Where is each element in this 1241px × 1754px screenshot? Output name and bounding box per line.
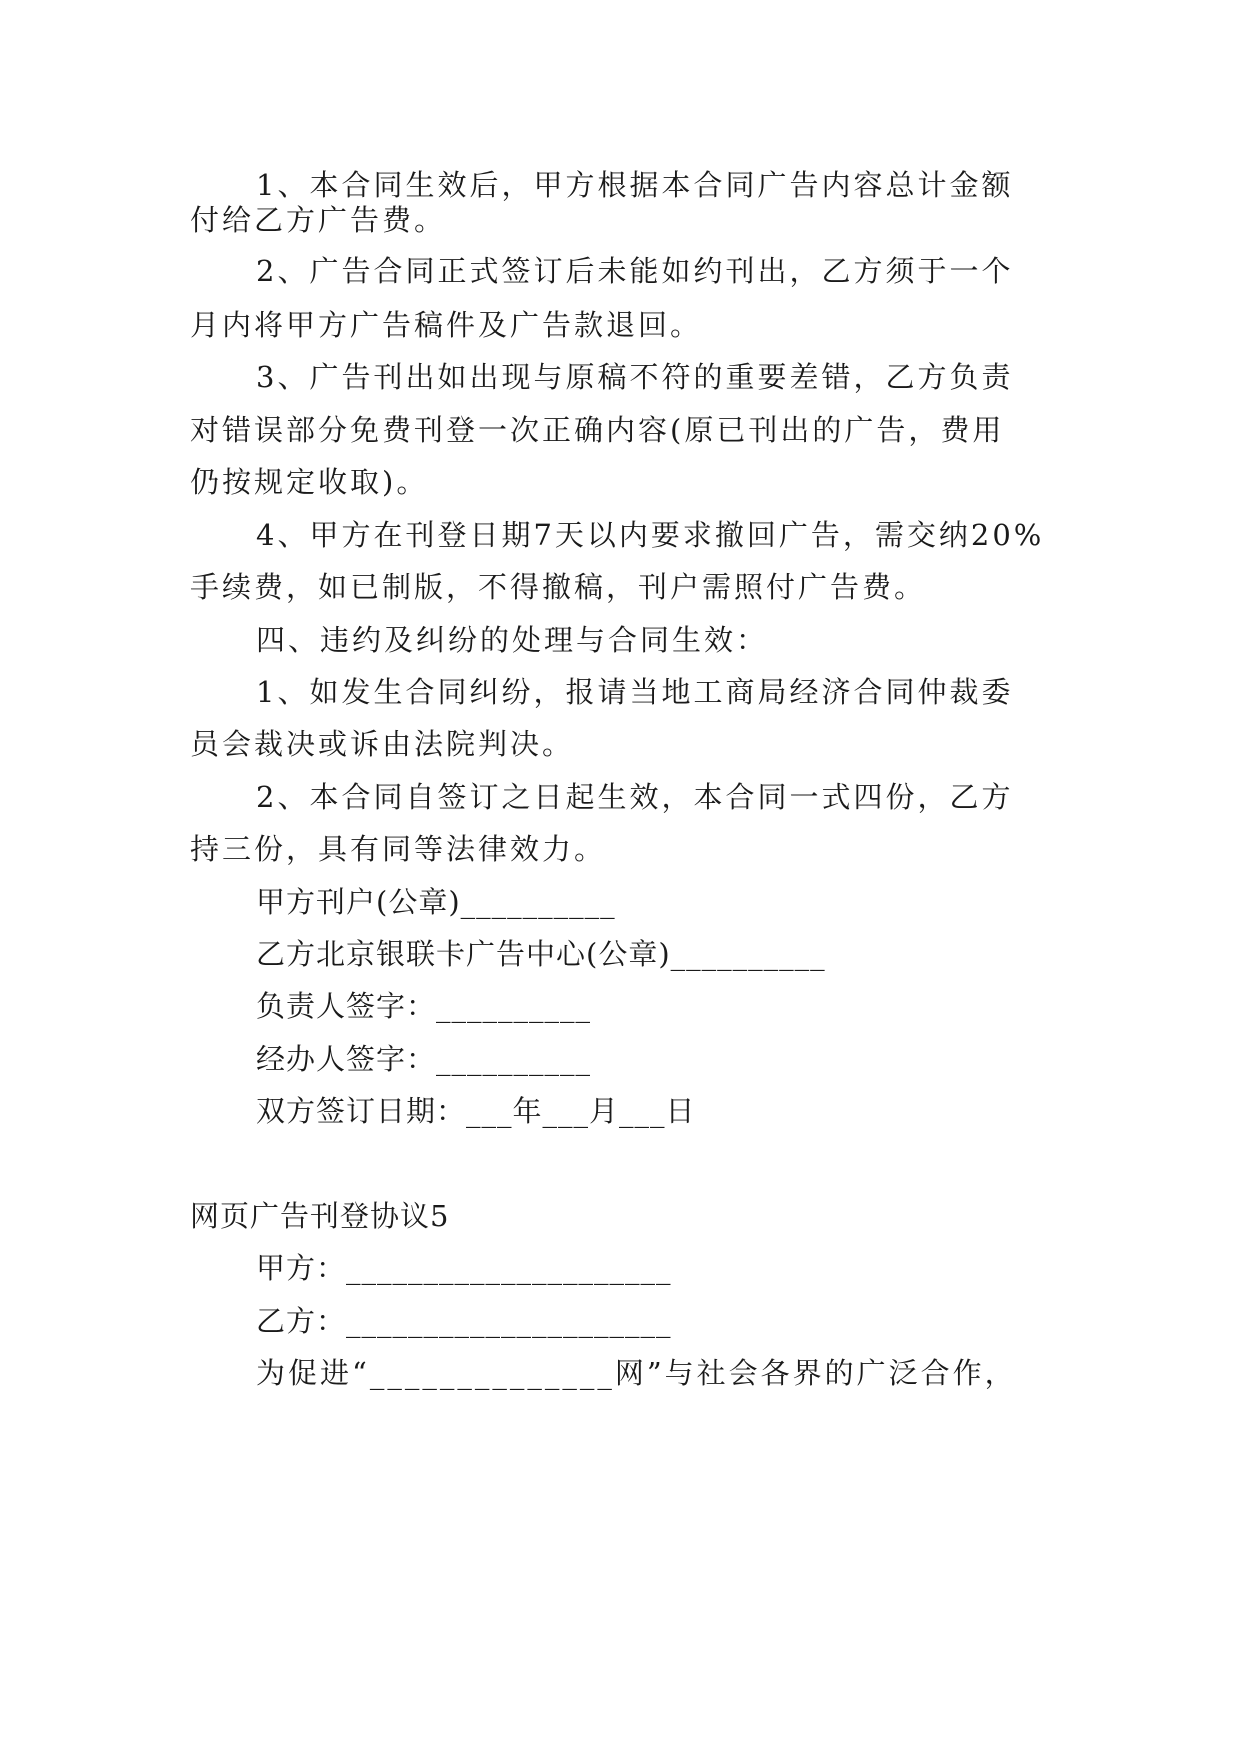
clause-2-line-2: 月内将甲方广告稿件及广告款退回。 [190, 308, 703, 342]
party-a-line: 甲方：_____________________ [256, 1251, 672, 1285]
clause-3-line-1: 3、广告刊出如出现与原稿不符的重要差错，乙方负责 [256, 360, 1014, 394]
section-4-heading: 四、违约及纠纷的处理与合同生效： [256, 623, 769, 657]
clause-3-line-2: 对错误部分免费刊登一次正确内容(原已刊出的广告，费用 [190, 413, 1005, 447]
clause-2-line-1: 2、广告合同正式签订后未能如约刊出，乙方须于一个 [256, 254, 1014, 288]
dispute-clause-2-line-1: 2、本合同自签订之日起生效，本合同一式四份，乙方 [256, 780, 1014, 814]
agreement-title: 网页广告刊登协议5 [190, 1199, 450, 1233]
clause-1-line-2: 付给乙方广告费。 [190, 203, 447, 237]
preamble-line: 为促进“______________网”与社会各界的广泛合作， [256, 1356, 1017, 1390]
clause-4-line-1: 4、甲方在刊登日期7天以内要求撤回广告，需交纳20% [256, 518, 1045, 552]
party-a-seal-line: 甲方刊户(公章)__________ [256, 885, 616, 919]
clause-1-line-1: 1、本合同生效后，甲方根据本合同广告内容总计金额 [256, 168, 1014, 202]
party-b-line: 乙方：_____________________ [256, 1304, 672, 1338]
dispute-clause-1-line-2: 员会裁决或诉由法院判决。 [190, 727, 575, 761]
dispute-clause-2-line-2: 持三份，具有同等法律效力。 [190, 832, 607, 866]
clause-4-line-2: 手续费，如已制版，不得撤稿，刊户需照付广告费。 [190, 570, 927, 604]
dispute-clause-1-line-1: 1、如发生合同纠纷，报请当地工商局经济合同仲裁委 [256, 675, 1014, 709]
clause-3-line-3: 仍按规定收取)。 [190, 465, 429, 499]
handler-signature-line: 经办人签字：__________ [256, 1042, 592, 1076]
party-b-seal-line: 乙方北京银联卡广告中心(公章)__________ [256, 937, 826, 971]
responsible-signature-line: 负责人签字：__________ [256, 989, 592, 1023]
signing-date-line: 双方签订日期：___年___月___日 [256, 1094, 696, 1128]
